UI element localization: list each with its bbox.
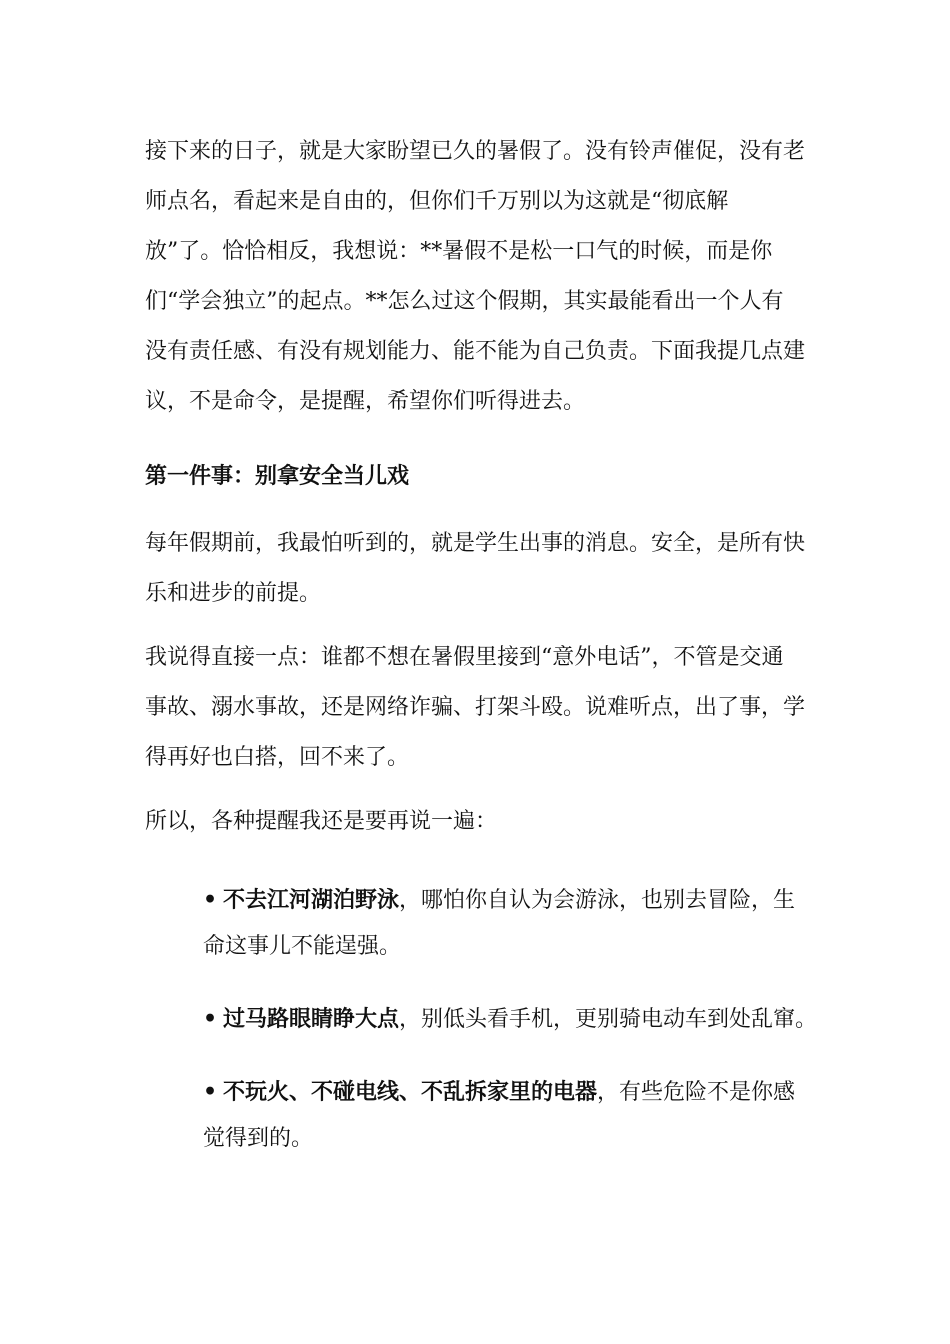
bullet-icon: • xyxy=(203,887,218,913)
list-item xyxy=(203,1069,813,1162)
list-item-lead: 不去江河湖泊野泳 xyxy=(223,887,400,913)
section-paragraph-3: 所以，各种提醒我还是要再说一遍： xyxy=(145,809,498,834)
bullet-icon: • xyxy=(203,1006,218,1032)
intro-paragraph: 接下来的日子，就是大家盼望已久的暑假了。没有铃声催促，没有老师点名，看起来是自由的，但你们千万别以为这就是“彻底解放”了。恰恰相反，我想说：**暑假不是松一口气的时候，而是你们“学会独立”的起点。**怎么过这个假期，其实最能看出一个人有没有责任感、有没有规划能力、能不能为自己负责。下面我提几点建议，不是命令，是提醒，希望你们听得进去。 xyxy=(145,139,806,414)
document-page xyxy=(145,127,825,1162)
list-item-lead: 过马路眼睛睁大点 xyxy=(223,1006,400,1032)
safety-list xyxy=(145,877,825,1162)
list-item xyxy=(203,996,833,1043)
list-item-text: ，哪怕你自认为会游泳，也别去冒险，生命这事儿不能逞强。 xyxy=(203,888,796,959)
bullet-icon: • xyxy=(203,1079,218,1105)
section-heading: 第一件事：别拿安全当儿戏 xyxy=(145,463,410,489)
list-item-text: ，别低头看手机，更别骑电动车到处乱窜。 xyxy=(399,1007,818,1032)
section-paragraph-2: 我说得直接一点：谁都不想在暑假里接到“意外电话”，不管是交通事故、溺水事故，还是网络诈骗、打架斗殴。说难听点，出了事，学得再好也白搭，回不来了。 xyxy=(145,645,806,770)
section-paragraph-1: 每年假期前，我最怕听到的，就是学生出事的消息。安全，是所有快乐和进步的前提。 xyxy=(145,531,806,606)
list-item xyxy=(203,877,813,970)
list-item-lead: 不玩火、不碰电线、不乱拆家里的电器 xyxy=(223,1079,598,1105)
list-item-text: ，有些危险不是你感觉得到的。 xyxy=(203,1080,796,1151)
